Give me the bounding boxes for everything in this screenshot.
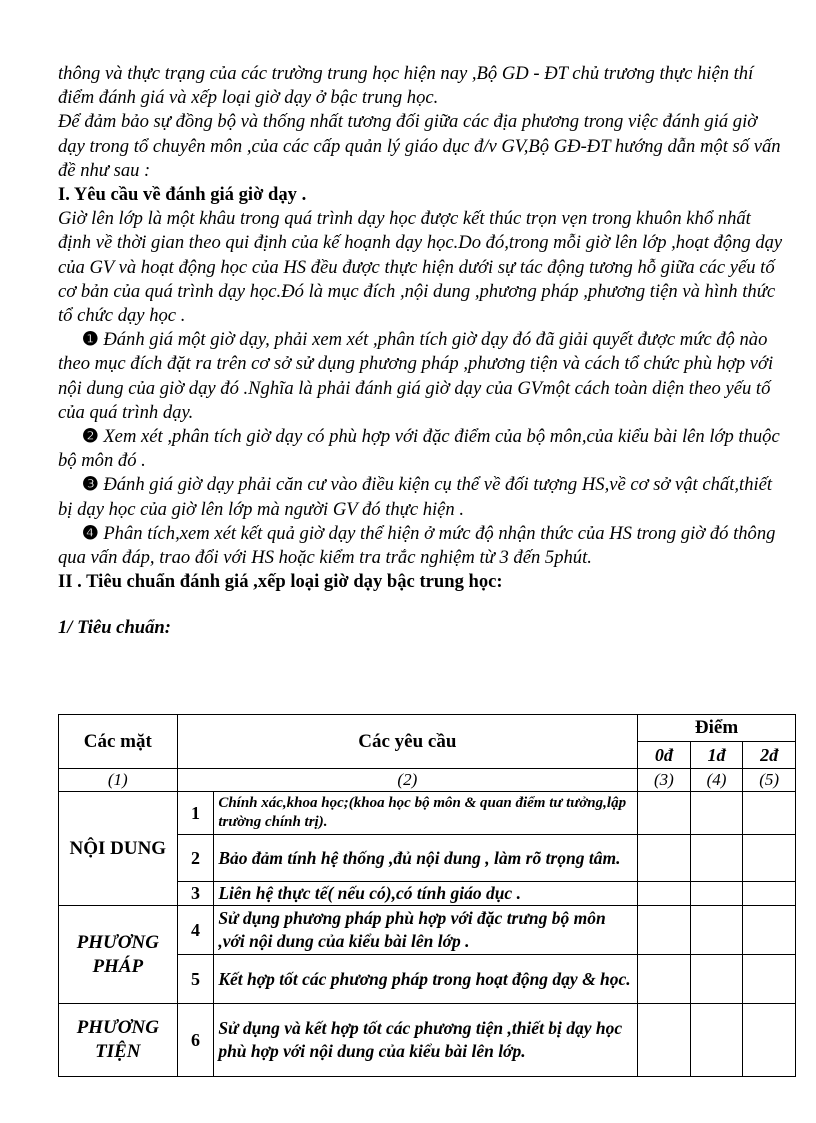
number-1-icon: ❶ [82,329,99,351]
score-cell-0 [638,1004,691,1077]
criteria-table [58,714,796,1077]
sub-heading-criteria: 1/ Tiêu chuẩn: [58,617,171,639]
section-1-heading: I. Yêu cầu về đánh giá giờ dạy . [58,184,307,206]
point-3 [58,473,788,521]
row-requirement: Chính xác,khoa học;(khoa học bộ môn & quan điểm tư tưởng,lập trường chính trị). [214,792,638,835]
row-number: 5 [177,955,214,1004]
point-2-text: Xem xét ,phân tích giờ dạy có phù hợp với đặc điểm của bộ môn,của kiểu bài lên lớp thuộc bộ môn đó . [58,426,780,472]
score-cell-0 [638,906,691,955]
table-index-row [59,769,796,792]
table-header-row [59,715,796,742]
index-4: (4) [690,769,743,792]
index-5: (5) [743,769,796,792]
number-3-icon: ❸ [82,474,99,496]
table-row [59,1004,796,1077]
score-cell-2 [743,955,796,1004]
score-cell-2 [743,906,796,955]
score-cell-1 [690,792,743,835]
score-cell-1 [690,1004,743,1077]
point-3-text: Đánh giá giờ dạy phải căn cư vào điều kiện cụ thể về đối tượng HS,về cơ sở vật chất,thiết bị dạy học của giờ lên lớp mà người GV đó thực hiện . [58,474,773,520]
row-number: 2 [177,835,214,882]
intro-paragraph-2: Để đảm bảo sự đồng bộ và thống nhất tương đối giữa các địa phương trong việc đánh giá giờ dạy trong tổ chuyên môn ,của các cấp quản lý giáo dục đ/v GV,Bộ GĐ-ĐT hướng dẫn một số vấn đề như sau : [58,111,781,181]
score-cell-0 [638,792,691,835]
section-1-body: Giờ lên lớp là một khâu trong quá trình dạy học được kết thúc trọn vẹn trong khuôn khổ nhất định về thời gian theo qui định của kế hoạnh dạy học.Do đó,trong mỗi giờ lên lớp ,hoạt động dạy của GV và hoạt động học của HS đều được thực hiện dưới sự tác động tương hỗ giữa các yếu tố cơ bản của quá trình dạy học.Đó là mục đích ,nội dung ,phương pháp ,phương tiện và hình thức tổ chức dạy học . [58,208,783,327]
group-phuong-tien: PHƯƠNG TIỆN [59,1004,178,1077]
score-cell-0 [638,955,691,1004]
section-2-heading: II . Tiêu chuẩn đánh giá ,xếp loại giờ dạy bậc trung học: [58,571,503,593]
row-number: 3 [177,882,214,906]
point-1 [58,328,788,425]
number-2-icon: ❷ [82,426,99,448]
header-score-1: 1đ [690,742,743,769]
number-4-icon: ❹ [82,522,99,544]
group-noi-dung: NỘI DUNG [59,792,178,906]
score-cell-2 [743,835,796,882]
row-number: 4 [177,906,214,955]
document-text [58,62,788,641]
score-cell-0 [638,882,691,906]
score-cell-2 [743,792,796,835]
intro-paragraph-1: thông và thực trạng của các trường trung học hiện nay ,Bộ GD - ĐT chủ trương thực hiện thí điểm đánh giá và xếp loại giờ dạy ở bậc trung học. [58,63,754,109]
index-3: (3) [638,769,691,792]
index-1: (1) [59,769,178,792]
score-cell-0 [638,835,691,882]
row-requirement: Bảo đảm tính hệ thống ,đủ nội dung , làm rõ trọng tâm. [214,835,638,882]
header-cac-mat: Các mặt [59,715,178,769]
row-number: 6 [177,1004,214,1077]
row-requirement: Liên hệ thực tế( nếu có),có tính giáo dục . [214,882,638,906]
score-cell-1 [690,906,743,955]
index-2: (2) [177,769,637,792]
header-score-0: 0đ [638,742,691,769]
score-cell-1 [690,955,743,1004]
point-4 [58,522,788,570]
header-cac-yeu-cau: Các yêu cầu [177,715,637,769]
point-1-text: Đánh giá một giờ dạy, phải xem xét ,phân tích giờ dạy đó đã giải quyết được mức độ nào theo mục đích đặt ra trên cơ sở sử dụng phương pháp ,phương tiện và cách tổ chức phù hợp với nội dung của giờ dạy đó .Nghĩa là phải đánh giá giờ dạy của GVmột cách toàn diện theo yếu tố của quá trình dạy. [58,329,774,423]
point-2 [58,425,788,473]
row-requirement: Sử dụng và kết hợp tốt các phương tiện ,thiết bị dạy học phù hợp với nội dung của kiểu bài lên lớp. [214,1004,638,1077]
score-cell-2 [743,1004,796,1077]
table-row [59,906,796,955]
header-diem: Điểm [638,715,796,742]
header-score-2: 2đ [743,742,796,769]
table-row [59,792,796,835]
score-cell-1 [690,835,743,882]
row-requirement: Sử dụng phương pháp phù hợp với đặc trưng bộ môn ,với nội dung của kiểu bài lên lớp . [214,906,638,955]
group-phuong-phap: PHƯƠNG PHÁP [59,906,178,1004]
row-number: 1 [177,792,214,835]
score-cell-1 [690,882,743,906]
point-4-text: Phân tích,xem xét kết quả giờ dạy thể hiện ở mức độ nhận thức của HS trong giờ đó thông qua vấn đáp, trao đổi với HS hoặc kiểm tra trắc nghiệm từ 3 đến 5phút. [58,522,776,569]
row-requirement: Kết hợp tốt các phương pháp trong hoạt động dạy & học. [214,955,638,1004]
score-cell-2 [743,882,796,906]
